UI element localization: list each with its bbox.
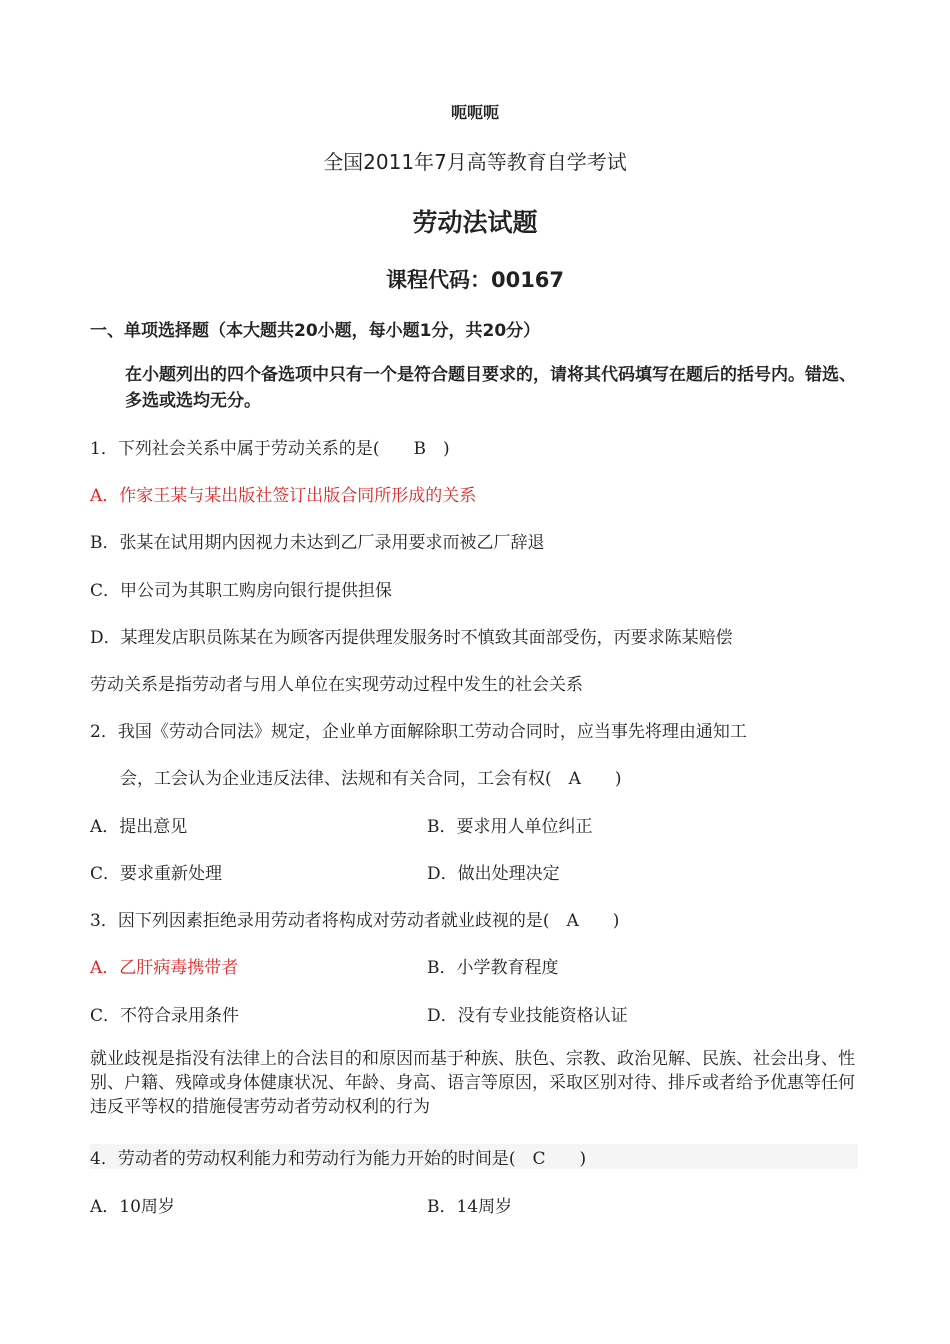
header-label: 呃呃呃: [450, 103, 499, 122]
question-3-option-d: D．没有专业技能资格认证: [427, 1006, 628, 1026]
question-3-option-c: C．不符合录用条件: [90, 1006, 240, 1026]
question-2-option-c: C．要求重新处理: [90, 864, 223, 884]
exam-name: 全国2011年7月高等教育自学考试: [323, 150, 627, 174]
question-1-note: 劳动关系是指劳动者与用人单位在实现劳动过程中发生的社会关系: [90, 675, 583, 695]
question-3-note: 就业歧视是指没有法律上的合法目的和原因而基于种族、肤色、宗教、政治见解、民族、社会出身、性别、户籍、残障或身体健康状况、年龄、身高、语言等原因，采取区别对待、排斥或者给予优惠等任何违反平等权的措施侵害劳动者劳动权利的行为: [90, 1049, 855, 1117]
question-3-stem: 3．因下列因素拒绝录用劳动者将构成对劳动者就业歧视的是( A ): [90, 911, 620, 931]
question-3-option-b: B．小学教育程度: [427, 958, 559, 978]
question-2-stem-line2: 会，工会认为企业违反法律、法规和有关合同，工会有权( A ): [120, 769, 622, 789]
question-1-option-a: A．作家王某与某出版社签订出版合同所形成的关系: [90, 486, 477, 506]
question-4-stem: 4．劳动者的劳动权利能力和劳动行为能力开始的时间是( C ): [90, 1144, 858, 1169]
question-1-stem: 1．下列社会关系中属于劳动关系的是( B ): [90, 439, 450, 459]
question-4-option-a: A．10周岁: [90, 1197, 175, 1217]
question-3-option-a: A．乙肝病毒携带者: [90, 958, 239, 978]
question-2-option-b: B．要求用人单位纠正: [427, 817, 593, 837]
section-instructions: 在小题列出的四个备选项中只有一个是符合题目要求的，请将其代码填写在题后的括号内。错选、多选或选均无分。: [125, 365, 856, 411]
section-heading: 一、单项选择题（本大题共20小题，每小题1分，共20分）: [90, 321, 541, 341]
question-1-option-b: B．张某在试用期内因视力未达到乙厂录用要求而被乙厂辞退: [90, 533, 545, 553]
question-2-option-a: A．提出意见: [90, 817, 188, 837]
question-2-stem-line1: 2．我国《劳动合同法》规定，企业单方面解除职工劳动合同时，应当事先将理由通知工: [90, 722, 747, 742]
question-1-option-c: C．甲公司为其职工购房向银行提供担保: [90, 581, 393, 601]
course-code: 课程代码：00167: [385, 268, 565, 292]
question-4-option-b: B．14周岁: [427, 1197, 513, 1217]
question-2-option-d: D．做出处理决定: [427, 864, 560, 884]
page-title: 劳动法试题: [412, 208, 538, 237]
question-1-option-d: D．某理发店职员陈某在为顾客丙提供理发服务时不慎致其面部受伤，丙要求陈某赔偿: [90, 628, 733, 648]
